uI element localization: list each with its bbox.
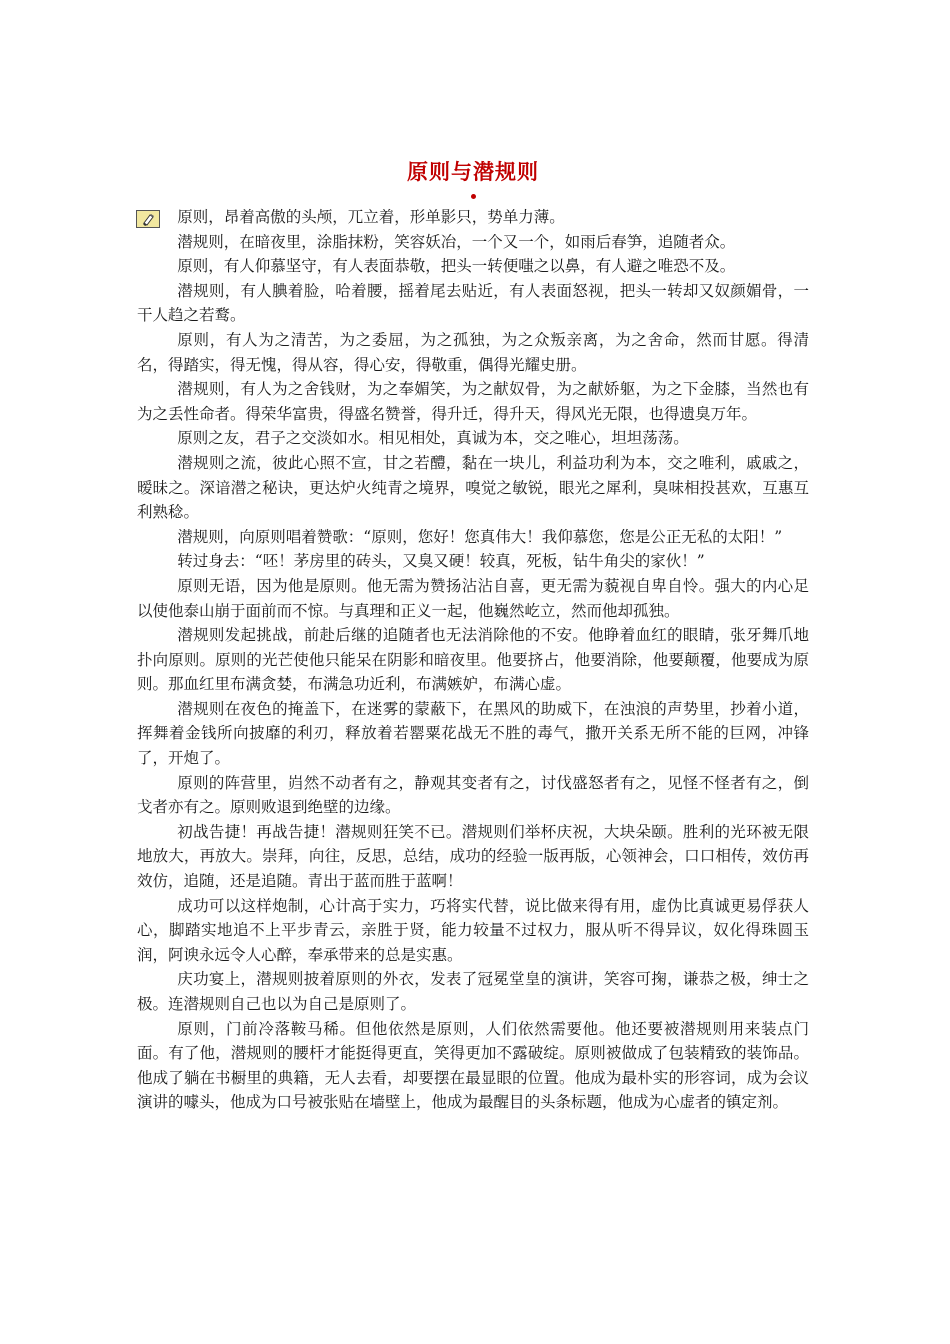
paragraph: 原则，有人为之清苦，为之委屈，为之孤独，为之众叛亲离，为之舍命，然而甘愿。得清名，得踏实，得无愧，得从容，得心安，得敬重，偶得光耀史册。 bbox=[137, 330, 809, 374]
paragraph: 初战告捷！再战告捷！潜规则狂笑不已。潜规则们举杯庆祝，大块朵颐。胜利的光环被无限地放大，再放大。崇拜，向往，反思，总结，成功的经验一版再版，心领神会，口口相传，效仿再效仿，追随，还是追随。青出于蓝而胜于蓝啊！ bbox=[137, 822, 809, 891]
paragraph: 原则，有人仰慕坚守，有人表面恭敬，把头一转便嗤之以鼻，有人避之唯恐不及。 bbox=[177, 257, 736, 276]
paragraph: 潜规则，在暗夜里，涂脂抹粉，笑容妖冶，一个又一个，如雨后春笋，追随者众。 bbox=[177, 232, 736, 251]
paragraph: 庆功宴上，潜规则披着原则的外衣，发表了冠冕堂皇的演讲，笑容可掬，谦恭之极，绅士之极。连潜规则自己也以为自己是原则了。 bbox=[137, 970, 809, 1013]
paragraph: 潜规则在夜色的掩盖下，在迷雾的蒙蔽下，在黑风的助威下，在浊浪的声势里，抄着小道，挥舞着金钱所向披靡的利刃，释放着若罂粟花战无不胜的毒气，撒开关系无所不能的巨网，冲锋了，开炮了。 bbox=[137, 699, 809, 768]
title-bullet bbox=[471, 194, 476, 199]
document-page bbox=[137, 158, 809, 1115]
paragraph: 原则无语，因为他是原则。他无需为赞扬沾沾自喜，更无需为藐视自卑自怜。强大的内心足以使他泰山崩于面前而不惊。与真理和正义一起，他巍然屹立，然而他却孤独。 bbox=[137, 576, 809, 620]
paragraph: 潜规则发起挑战，前赴后继的追随者也无法消除他的不安。他睁着血红的眼睛，张牙舞爪地扑向原则。原则的光芒使他只能呆在阴影和暗夜里。他要挤占，他要消除，他要颠覆，他要成为原则。那血红里布满贪婪，布满急功近利，布满嫉妒，布满心虚。 bbox=[137, 626, 809, 694]
page-title: 原则与潜规则 bbox=[407, 159, 539, 184]
paragraph: 原则之友，君子之交淡如水。相见相处，真诚为本，交之唯心，坦坦荡荡。 bbox=[177, 429, 689, 448]
paragraph: 成功可以这样炮制，心计高于实力，巧将实代替，说比做来得有用，虚伪比真诚更易俘获人心，脚踏实地追不上平步青云，亲胜于贤，能力较量不过权力，服从听不得异议，奴化得珠圆玉润，阿谀永远令人心醉，奉承带来的总是实惠。 bbox=[137, 896, 809, 964]
paragraph: 潜规则之流，彼此心照不宣，甘之若醴，黏在一块儿，利益功利为本，交之唯利，戚戚之，暧昧之。深谙潜之秘诀，更达炉火纯青之境界，嗅觉之敏锐，眼光之犀利，臭味相投甚欢，互惠互利熟稔。 bbox=[137, 453, 809, 522]
article-body bbox=[137, 205, 809, 1115]
paragraph: 潜规则，有人为之舍钱财，为之奉媚笑，为之献奴骨，为之献娇躯，为之下金膝，当然也有为之丢性命者。得荣华富贵，得盛名赞誉，得升迁，得升天，得风光无限，也得遗臭万年。 bbox=[137, 380, 809, 423]
paragraph: 原则，门前冷落鞍马稀。但他依然是原则，人们依然需要他。他还要被潜规则用来装点门面。有了他，潜规则的腰杆才能挺得更直，笑得更加不露破绽。原则被做成了包装精致的装饰品。他成了躺在书橱里的典籍，无人去看，却要摆在最显眼的位置。他成为最朴实的形容词，成为会议演讲的噱头，他成为口号被张贴在墙壁上，他成为最醒目的头条标题，他成为心虚者的镇定剂。 bbox=[137, 1019, 809, 1112]
paragraph: 原则的阵营里，岿然不动者有之，静观其变者有之，讨伐盛怒者有之，见怪不怪者有之，倒戈者亦有之。原则败退到绝壁的边缘。 bbox=[137, 773, 809, 817]
paragraph: 潜规则，有人腆着脸，哈着腰，摇着尾去贴近，有人表面怒视，把头一转却又奴颜媚骨，一干人趋之若鹜。 bbox=[137, 281, 809, 325]
paragraph: 转过身去：“呸！茅房里的砖头，又臭又硬！较真，死板，钻牛角尖的家伙！” bbox=[177, 552, 705, 571]
paragraph: 潜规则，向原则唱着赞歌：“原则，您好！您真伟大！我仰慕您，您是公正无私的太阳！” bbox=[177, 527, 783, 546]
paragraph: 原则，昂着高傲的头颅，兀立着，形单影只，势单力薄。 bbox=[177, 208, 565, 226]
